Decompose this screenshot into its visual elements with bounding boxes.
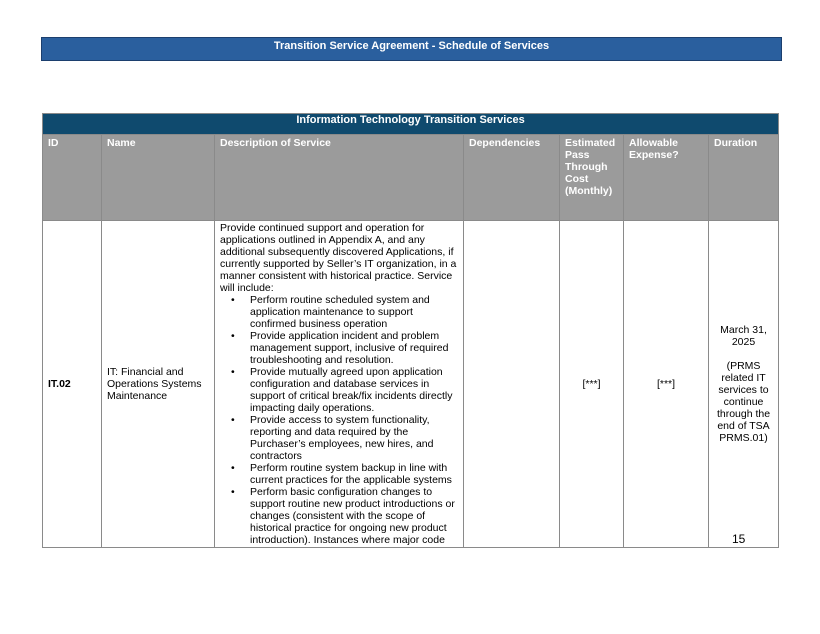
page-header-bar (41, 37, 782, 61)
page-number: 15 (732, 532, 746, 546)
column-header-cost: Estimated Pass Through Cost (Monthly) (560, 135, 624, 221)
column-header-dependencies: Dependencies (464, 135, 560, 221)
row-name-cell: IT: Financial and Operations Systems Maintenance (102, 221, 215, 548)
duration-date: March 31, 2025 (720, 324, 767, 348)
table-header-row (43, 135, 779, 221)
description-bullet-list (220, 294, 458, 546)
column-header-id: ID (43, 135, 102, 221)
table-title: Information Technology Transition Services (43, 114, 779, 135)
description-bullet: • Perform routine system backup in line with current practices for the applicable systems (231, 462, 452, 486)
row-id-cell: IT.02 (43, 221, 102, 548)
duration-note: (PRMS related IT services to continue through the end of TSA PRMS.01) (716, 360, 771, 444)
description-bullet: • Provide access to system functionality, reporting and data required by the Purchaser’s employees, new hires, and contractors (231, 414, 434, 462)
description-bullet: • Provide application incident and problem management support, inclusive of required troubleshooting and resolution. (231, 330, 449, 366)
column-header-allowable: Allowable Expense? (624, 135, 709, 221)
description-bullet: • Perform routine scheduled system and application maintenance to support confirmed business operation (231, 294, 430, 330)
row-allowable-cell: [***] (624, 221, 709, 548)
row-description-cell (215, 221, 464, 548)
row-duration-cell (709, 221, 779, 548)
description-intro: Provide continued support and operation for applications outlined in Appendix A, and any additional subsequently discovered Applications, if currently supported by Seller’s IT organization, in a manner consistent with historical practice. Service will include: (220, 222, 457, 294)
row-dependencies-cell (464, 221, 560, 548)
table-row (43, 221, 779, 548)
description-bullet: • Perform basic configuration changes to support routine new product introductions or changes (consistent with the scope of historical practice for ongoing new product introduction). Instances where major code (231, 486, 455, 546)
page-header-title: Transition Service Agreement - Schedule of Services (273, 40, 550, 52)
row-cost-cell: [***] (560, 221, 624, 548)
column-header-name: Name (102, 135, 215, 221)
column-header-description: Description of Service (215, 135, 464, 221)
services-table (42, 113, 779, 548)
table-title-row (43, 114, 779, 135)
description-bullet: • Provide mutually agreed upon application configuration and database services in support of critical break/fix incidents directly impacting daily operations. (231, 366, 453, 414)
column-header-duration: Duration (709, 135, 779, 221)
